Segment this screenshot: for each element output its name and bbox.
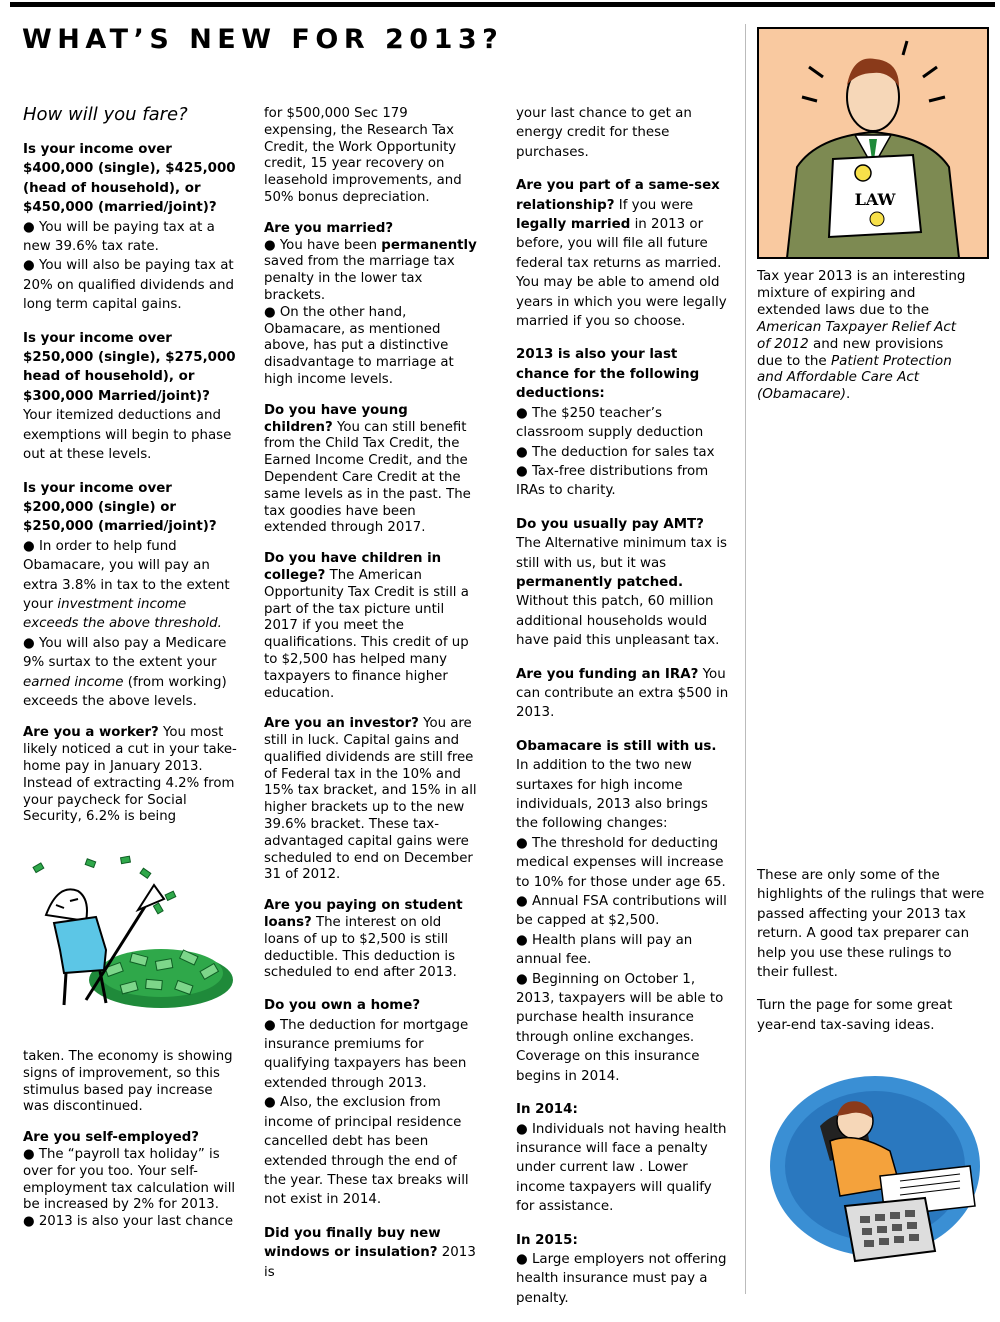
answer-text: You are still in luck. Capital gains and qualified dividends are still free of Federal tax in the 10% and 15% tax bracket, and 15% in all higher brackets up to the new 39.6% bracket. These tax-advantaged capital gains were scheduled to end on December 31 of 2012.: [264, 716, 477, 883]
text: .: [845, 386, 851, 403]
column-1: [23, 104, 238, 840]
question-heading: Are you self-employed?: [23, 1130, 199, 1146]
emphasis: permanently: [381, 237, 477, 253]
emphasis: American Taxpayer Relief Act of 2012: [757, 318, 957, 352]
bullet: ● Individuals not having health insurance will face a penalty under current law . Lower income taxpayers will qualify for assistance.: [516, 1121, 727, 1215]
bullet: ● Tax-free distributions from IRAs to charity.: [516, 463, 709, 499]
column-1-continued: [23, 1049, 238, 1245]
answer-text: your last chance to get an energy credit for these purchases.: [516, 106, 692, 160]
emphasis: earned income: [23, 674, 124, 690]
question-heading: Is your income over $250,000 (single), $275,000 head of household), or $300,000 Married/joint)?: [23, 330, 236, 404]
column-2: [264, 106, 479, 1296]
question-heading: Are you part of a same-sex relationship?: [516, 178, 720, 213]
section-subhead: How will you fare?: [23, 104, 188, 125]
q-ira: [516, 665, 731, 723]
q-phase-out: [23, 329, 238, 465]
q-married: [264, 221, 479, 389]
q-obamacare: [516, 737, 731, 1086]
question-heading: Are you a worker?: [23, 725, 159, 741]
answer-text: You can still benefit from the Child Tax Credit, the Earned Income Credit, and the Dependent Care Credit at the same levels as in the past. The tax goodies have been extended through 2017.: [264, 419, 471, 536]
sidebar-paragraph: These are only some of the highlights of the rulings that were passed affecting your 2013 tax return. A good tax preparer can help you use these rulings to their fullest.: [757, 868, 985, 981]
question-heading: Do you have children in college?: [264, 551, 442, 583]
column-divider: [745, 24, 746, 1294]
q-investor: [264, 716, 479, 884]
question-heading: Are you paying on student loans?: [264, 898, 463, 931]
sidebar-intro: [757, 268, 972, 417]
bulb-icon: [855, 165, 871, 181]
bullet: ● On the other hand, Obamacare, as mentioned above, has put a distinctive disadvantage to marriage at high income levels.: [264, 304, 454, 387]
column-3: [516, 104, 731, 1322]
bullet: ● The deduction for sales tax: [516, 444, 715, 460]
emphasis: investment income exceeds the above threshold.: [23, 596, 222, 632]
q-student-loans: [264, 898, 479, 982]
bullet: ● Beginning on October 1, 2013, taxpayers will be able to purchase health insurance through online exchanges. Coverage on this insurance begins in 2014.: [516, 971, 724, 1084]
q-2015: [516, 1231, 731, 1309]
bullet: ● Large employers not offering health insurance must pay a penalty.: [516, 1251, 727, 1306]
q-self-employed: [23, 1130, 238, 1231]
bullet-cont: (from working) exceeds the above levels.: [23, 674, 227, 709]
bullet: ● In order to help fund Obamacare, you will pay an extra 3.8% in tax to the extent your: [23, 538, 230, 612]
answer-text: for $500,000 Sec 179 expensing, the Research Tax Credit, the Work Opportunity credit, 15 year recovery on leasehold improvements, and 50% bonus depreciation.: [264, 106, 462, 205]
calculator-icon: [845, 1198, 935, 1261]
emphasis: legally married: [516, 217, 631, 233]
answer-text: In addition to the two new surtaxes for high income individuals, 2013 also brings the following changes:: [516, 758, 708, 832]
bullet: ● Health plans will pay an annual fee.: [516, 932, 693, 968]
bullet: ● Also, the exclusion from income of principal residence cancelled debt has been extended through the end of the year. These tax breaks will not exist in 2014.: [264, 1095, 469, 1208]
question-heading: Are you funding an IRA?: [516, 666, 699, 682]
answer-text: Your itemized deductions and exemptions will begin to phase out at these levels.: [23, 408, 232, 463]
question-heading: Do you own a home?: [264, 998, 421, 1014]
q-worker: [23, 725, 238, 826]
q-same-sex: [516, 176, 731, 331]
answer-text: The Alternative minimum tax is still with us, but it was: [516, 536, 728, 571]
law-illustration: [757, 27, 989, 259]
question-heading: Do you usually pay AMT?: [516, 516, 704, 532]
question-heading: Did you finally buy new windows or insulation?: [264, 1225, 441, 1261]
bullet: ● The $250 teacher’s classroom supply deduction: [516, 405, 704, 441]
answer-text: The American Opportunity Tax Credit is still a part of the tax picture until 2017 if you meet the qualifications. This credit of up to $2,500 has helped many taxpayers to finance higher education.: [264, 567, 469, 701]
q-college: [264, 551, 479, 702]
answer-text: If you were: [614, 197, 694, 213]
answer-text: in 2013 or before, you will file all future federal tax returns as married. You may be able to amend old years in which you were legally married if you so choose.: [516, 217, 727, 330]
emphasis: Patient Protection and Affordable Care Act (Obamacare): [757, 352, 952, 403]
bullet: ● You will also be paying tax at 20% on qualified dividends and long term capital gains.: [23, 258, 235, 313]
question-heading: In 2015:: [516, 1232, 578, 1248]
q-young-children: [264, 403, 479, 537]
law-sign-text: LAW: [854, 190, 896, 209]
bullet: ● You will be paying tax at a new 39.6% tax rate.: [23, 219, 215, 255]
calculator-illustration: [760, 1066, 990, 1288]
q-home: [264, 996, 479, 1209]
bullet-cont: saved from the marriage tax penalty in the lower tax brackets.: [264, 254, 455, 303]
money-pile: [89, 949, 233, 1008]
bullet: ● You will also pay a Medicare 9% surtax to the extent your: [23, 635, 227, 671]
question-heading: Do you have young children?: [264, 402, 408, 435]
bullet: ● The “payroll tax holiday” is over for you too. Your self-employment tax calculation will be increased by 2% for 2013.: [23, 1146, 236, 1213]
page-title: WHAT’S NEW FOR 2013?: [22, 24, 504, 55]
question-heading: Are you an investor?: [264, 716, 419, 732]
question-heading: Is your income over $400,000 (single), $425,000 (head of household), or $450,000 (married/joint)?: [23, 142, 236, 216]
answer-text: taken. The economy is showing signs of improvement, so this stimulus based pay increase was discontinued.: [23, 1049, 233, 1115]
q-windows: [264, 1224, 479, 1282]
answer-text: You most likely noticed a cut in your take-home pay in January 2013. Instead of extracting 4.2% from your paycheck for Social Security, 6.2% is being: [23, 725, 237, 825]
bullet: ● Annual FSA contributions will be capped at $2,500.: [516, 894, 727, 929]
sidebar-closing: [757, 866, 987, 1049]
text: and new provisions due to the: [757, 335, 944, 369]
answer-text: 2013 is: [264, 1245, 476, 1280]
bullet: ● 2013 is also your last chance: [23, 1214, 234, 1230]
answer-text: Without this patch, 60 million additional households would have paid this unpleasant tax.: [516, 594, 720, 649]
answer-text: You can contribute an extra $500 in 2013.: [516, 666, 729, 721]
q-obamacare-surtax: [23, 479, 238, 712]
question-heading: In 2014:: [516, 1102, 578, 1118]
emphasis: permanently patched.: [516, 574, 684, 590]
sidebar-paragraph: [757, 268, 972, 403]
bullet: ● The deduction for mortgage insurance premiums for qualifying taxpayers has been extended through 2013.: [264, 1017, 469, 1091]
money-shovel-illustration: [26, 855, 238, 1015]
text: Tax year 2013 is an interesting mixture of expiring and extended laws due to the: [757, 268, 966, 318]
question-heading: Are you married?: [264, 220, 394, 236]
q-2014: [516, 1100, 731, 1216]
q-amt: [516, 515, 731, 651]
question-heading: Obamacare is still with us.: [516, 738, 717, 754]
sidebar-paragraph: Turn the page for some great year-end tax-saving ideas.: [757, 998, 953, 1033]
question-heading: 2013 is also your last chance for the following deductions:: [516, 347, 700, 402]
bullet: ● You have been: [264, 237, 382, 253]
bullet: ● The threshold for deducting medical expenses will increase to 10% for those under age 65.: [516, 835, 726, 890]
q-last-chance: [516, 345, 731, 500]
q-high-income: [23, 140, 238, 315]
answer-text: The interest on old loans of up to $2,500 is still deductible. This deduction is scheduled to end after 2013.: [264, 915, 457, 981]
top-rule: [10, 2, 995, 7]
question-heading: Is your income over $200,000 (single) or $250,000 (married/joint)?: [23, 480, 217, 535]
